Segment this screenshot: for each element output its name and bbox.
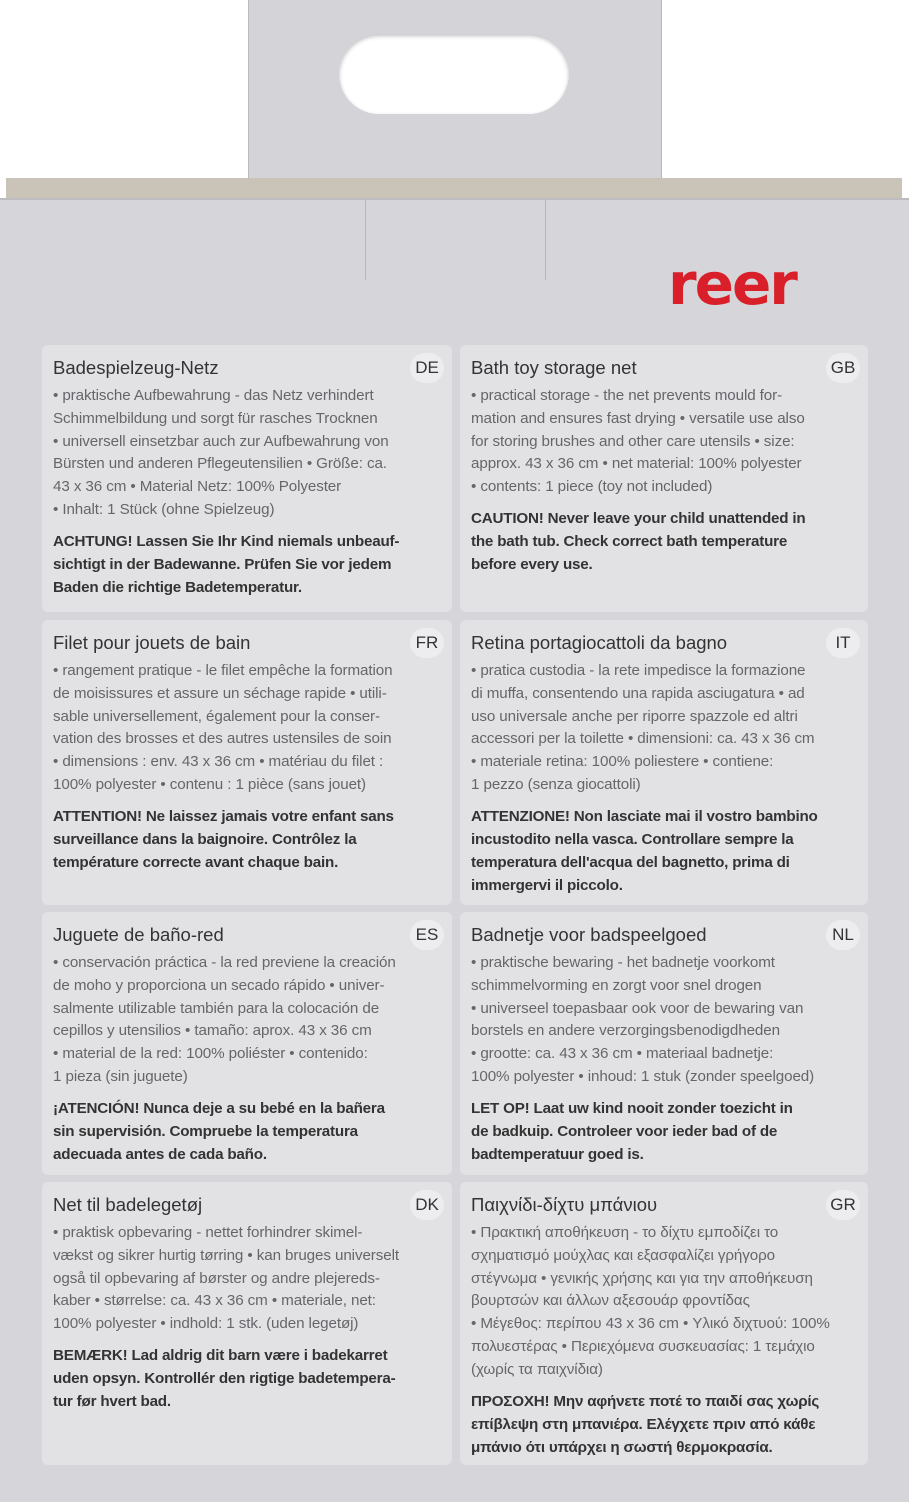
body-line: • material de la red: 100% poliéster • contenido: — [53, 1045, 368, 1063]
warning-line: μπάνιο ότι υπάρχει η σωστή θερμοκρασία. — [471, 1438, 773, 1456]
body-line: vækst og sikrer hurtig tørring • kan bruges universelt — [53, 1246, 399, 1264]
panel-title: Badnetje voor badspeelgoed — [471, 924, 707, 945]
body-line: borstels en andere verzorgingsbenodigdheden — [471, 1022, 780, 1040]
panel-nl — [460, 912, 868, 1175]
warning-line: BEMÆRK! Lad aldrig dit barn være i badekarret — [53, 1346, 388, 1364]
body-line: 100% polyester • indhold: 1 stk. (uden legetøj) — [53, 1315, 359, 1333]
warning — [471, 1390, 862, 1459]
language-code-badge: IT — [826, 628, 860, 658]
warning-line: ATTENZIONE! Non lasciate mai il vostro bambino — [471, 807, 818, 825]
crease — [545, 200, 546, 280]
warning-line: sichtigt in der Badewanne. Prüfen Sie vor jedem — [53, 555, 392, 573]
panel-title: Bath toy storage net — [471, 357, 637, 378]
body-line: approx. 43 x 36 cm • net material: 100% polyester — [471, 455, 802, 473]
body-line: 43 x 36 cm • Material Netz: 100% Polyester — [53, 478, 342, 496]
body-line: • praktisk opbevaring - nettet forhindrer skimel- — [53, 1224, 363, 1241]
panel-dk — [42, 1182, 452, 1465]
panel-es — [42, 912, 452, 1175]
warning-line: ¡ATENCIÓN! Nunca deje a su bebé en la bañera — [53, 1099, 385, 1117]
panel-it — [460, 620, 868, 905]
hanger-tab — [248, 0, 662, 195]
crease — [365, 200, 366, 280]
body-line: πολυεστέρας • Περιεχόμενα συσκευασίας: 1 τεμάχιο — [471, 1337, 815, 1355]
body-line: de moisissures et assure un séchage rapide • utili- — [53, 684, 387, 702]
body-line: accessori per la toilette • dimensioni: ca. 43 x 36 cm — [471, 730, 815, 748]
body-line: • praktische bewaring - het badnetje voorkomt — [471, 954, 775, 971]
body-line: • Πρακτική αποθήκευση - το δίχτυ εμποδίζει το — [471, 1224, 779, 1241]
panel-title: Juguete de baño-red — [53, 924, 224, 945]
body-line: 100% polyester • contenu : 1 pièce (sans jouet) — [53, 775, 366, 793]
body-line: 1 pieza (sin juguete) — [53, 1067, 188, 1085]
warning — [471, 805, 862, 897]
body-line: • grootte: ca. 43 x 36 cm • materiaal badnetje: — [471, 1045, 774, 1063]
warning-line: tur før hvert bad. — [53, 1392, 171, 1410]
body-line: de moho y proporciona un secado rápido • univer- — [53, 976, 385, 994]
body-line: • praktische Aufbewahrung - das Netz verhindert — [53, 387, 374, 404]
warning-line: Baden die richtige Badetemperatur. — [53, 578, 302, 596]
warning-line: température correcte avant chaque bain. — [53, 853, 339, 871]
body-line: cepillos y utensilios • tamaño: aprox. 43 x 36 cm — [53, 1022, 372, 1040]
warning-line: adecuada antes de cada baño. — [53, 1145, 267, 1163]
body-line: • materiale retina: 100% poliestere • contiene: — [471, 753, 774, 771]
warning-line: de badkuip. Controleer voor ieder bad of de — [471, 1122, 778, 1140]
warning-line: immergervi il piccolo. — [471, 876, 623, 894]
panel-fr — [42, 620, 452, 905]
body-line: schimmelvorming en zorgt voor snel drogen — [471, 976, 762, 994]
warning — [53, 805, 446, 874]
body-line: βουρτσών και άλλων αξεσουάρ φροντίδας — [471, 1292, 750, 1310]
language-code-badge: GB — [826, 353, 860, 383]
warning — [471, 507, 862, 576]
warning-line: temperatura dell'acqua del bagnetto, prima di — [471, 853, 790, 871]
body-line: 100% polyester • inhoud: 1 stuk (zonder speelgoed) — [471, 1067, 815, 1085]
body-line: 1 pezzo (senza giocattoli) — [471, 775, 641, 793]
body-line: • pratica custodia - la rete impedisce la formazione — [471, 662, 806, 679]
body-line: • contents: 1 piece (toy not included) — [471, 478, 713, 496]
panel-de — [42, 345, 452, 612]
warning-line: LET OP! Laat uw kind nooit zonder toezicht in — [471, 1099, 793, 1117]
body-line: også til opbevaring af børster og andre plejereds- — [53, 1269, 380, 1287]
body-line: • practical storage - the net prevents mould for- — [471, 387, 783, 404]
body-line: • conservación práctica - la red previene la creación — [53, 954, 396, 971]
body-line: • universeel toepasbaar ook voor de bewaring van — [471, 999, 804, 1017]
body-line: uso universale anche per riporre spazzole ed altri — [471, 707, 798, 725]
language-code-badge: GR — [826, 1190, 860, 1220]
warning-line: sin supervisión. Compruebe la temperatura — [53, 1122, 358, 1140]
body-line: σχηματισμό μούχλας και εξασφαλίζει γρήγορο — [471, 1246, 776, 1264]
warning-line: before every use. — [471, 555, 593, 573]
body-line: vation des brosses et des autres ustensiles de soin — [53, 730, 392, 748]
warning-line: incustodito nella vasca. Controllare sempre la — [471, 830, 794, 848]
language-code-badge: FR — [410, 628, 444, 658]
body-line: • Inhalt: 1 Stück (ohne Spielzeug) — [53, 500, 275, 518]
body-line: Schimmelbildung und sorgt für rasches Trocknen — [53, 409, 378, 427]
body-line: • rangement pratique - le filet empêche la formation — [53, 662, 393, 679]
language-code-badge: ES — [410, 920, 444, 950]
body-line: • universell einsetzbar auch zur Aufbewahrung von — [53, 432, 389, 450]
body-line: (χωρίς τα παιχνίδια) — [471, 1360, 603, 1378]
warning — [53, 530, 446, 599]
language-code-badge: DE — [410, 353, 444, 383]
body-line: mation and ensures fast drying • versatile use also — [471, 409, 805, 427]
language-code-badge: DK — [410, 1190, 444, 1220]
warning-line: ΠΡΟΣΟΧΗ! Μην αφήνετε ποτέ το παιδί σας χωρίς — [471, 1392, 820, 1410]
warning-line: επίβλεψη στη μπανιέρα. Ελέγχετε πριν από κάθε — [471, 1415, 816, 1433]
hanger-hole — [339, 34, 569, 114]
warning-line: ACHTUNG! Lassen Sie Ihr Kind niemals unbeauf- — [53, 532, 400, 550]
warning — [471, 1097, 862, 1166]
warning-line: the bath tub. Check correct bath temperature — [471, 532, 788, 550]
warning-line: badtemperatuur goed is. — [471, 1145, 644, 1163]
body-line: di muffa, consentendo una rapida asciugatura • ad — [471, 684, 805, 702]
body-line: kaber • størrelse: ca. 43 x 36 cm • materiale, net: — [53, 1292, 376, 1310]
language-code-badge: NL — [826, 920, 860, 950]
body-line: • Μέγεθος: περίπου 43 x 36 cm • Υλικό διχτυού: 100% — [471, 1315, 830, 1333]
warning-line: ATTENTION! Ne laissez jamais votre enfant sans — [53, 807, 394, 825]
body-line: στέγνωμα • γενικής χρήσης και για την αποθήκευση — [471, 1269, 813, 1287]
warning-line: surveillance dans la baignoire. Contrôlez la — [53, 830, 357, 848]
panel-title: Retina portagiocattoli da bagno — [471, 632, 728, 653]
panel-gb — [460, 345, 868, 612]
body-line: sable universellement, également pour la conser- — [53, 707, 380, 725]
panel-title: Net til badelegetøj — [53, 1194, 203, 1215]
warning-line: uden opsyn. Kontrollér den rigtige badetempera- — [53, 1369, 396, 1387]
warning — [53, 1344, 446, 1413]
body-line: salmente utilizable también para la colocación de — [53, 999, 380, 1017]
brand-logo: reer — [668, 250, 796, 318]
body-line: Bürsten und anderen Pflegeutensilien • Größe: ca. — [53, 455, 387, 473]
panel-title: Παιχνίδι-δίχτυ μπάνιου — [471, 1194, 658, 1215]
body-line: • dimensions : env. 43 x 36 cm • matériau du filet : — [53, 753, 384, 771]
warning-line: CAUTION! Never leave your child unattended in — [471, 509, 806, 527]
panel-gr — [460, 1182, 868, 1465]
panel-title: Filet pour jouets de bain — [53, 632, 251, 653]
warning — [53, 1097, 446, 1166]
panel-title: Badespielzeug-Netz — [53, 357, 219, 378]
body-line: for storing brushes and other care utensils • size: — [471, 432, 795, 450]
